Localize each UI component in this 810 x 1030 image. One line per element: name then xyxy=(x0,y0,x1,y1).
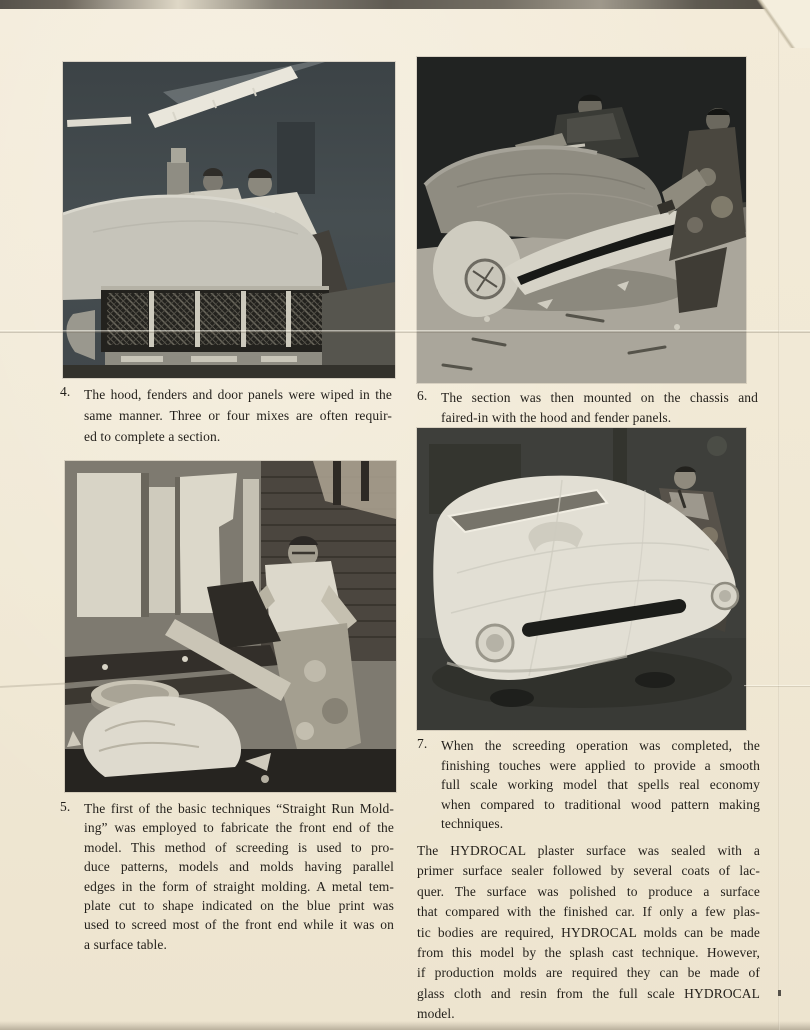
text-line: When the screeding operation was completed, the xyxy=(441,738,760,753)
text-line: edges in the form of straight molding. A metal tem- xyxy=(84,878,394,894)
text-line: The hood, fenders and door panels were wiped in the xyxy=(84,387,392,402)
text-line: full scale working model that spells real economy xyxy=(441,777,760,792)
photo-section-mounted-art xyxy=(417,57,746,383)
text-line: when compared to traditional wood pattern making xyxy=(441,796,760,812)
text-line: The section was then mounted on the chassis and xyxy=(441,390,758,405)
text-line: model. xyxy=(417,1006,455,1022)
text-line: from this model by the splash cast technique. However, xyxy=(417,945,760,961)
fold-crease-vertical xyxy=(778,0,780,1030)
fold-crease-left xyxy=(0,682,74,688)
text-line: used to screed most of the front end while it was on xyxy=(84,917,394,933)
caption-item-7 xyxy=(417,736,760,834)
caption-number: 4. xyxy=(60,384,71,399)
ink-speck xyxy=(778,990,781,996)
text-line: The HYDROCAL plaster surface was sealed with a xyxy=(417,843,760,858)
doorway xyxy=(277,122,315,194)
text-line: ed to complete a section. xyxy=(84,429,221,444)
text-line: same manner. Three or four mixes are often requir- xyxy=(84,408,392,423)
text-line: quer. The surface was polished to produce a surface xyxy=(417,883,760,899)
text-line: model. This method of screeding is used to pro- xyxy=(84,839,394,855)
text-line: tic bodies are required, HYDROCAL molds can be made xyxy=(417,924,760,940)
caption-item-5 xyxy=(60,799,394,954)
text-line: faired-in with the hood and fender panels. xyxy=(441,410,672,425)
photo-straight-run-molding-art xyxy=(65,461,396,792)
text-line: finishing touches were applied to provide a smooth xyxy=(441,757,760,773)
photo-finished-model-art xyxy=(417,428,746,730)
text-line: a surface table. xyxy=(84,936,167,952)
caption-item-6 xyxy=(417,388,758,428)
closing-paragraph xyxy=(417,841,760,1025)
fold-crease-right xyxy=(744,685,810,687)
scan-top-edge xyxy=(0,0,810,9)
text-line: primer surface sealer followed by several coats of lac- xyxy=(417,863,760,879)
text-line: techniques. xyxy=(441,816,504,831)
caption-number: 5. xyxy=(60,799,71,814)
wheel-shadow xyxy=(635,672,675,688)
page-corner-curl xyxy=(740,0,810,48)
text-line: plate cut to shape indicated on the blue print was xyxy=(84,898,394,914)
text-line: if production molds are required they can be made of xyxy=(417,965,760,981)
caption-item-4 xyxy=(60,384,392,447)
photo-finished-model xyxy=(417,428,746,730)
mesh-grille xyxy=(101,286,329,352)
text-line: duce patterns, models and molds having parallel xyxy=(84,859,394,875)
caption-number: 6. xyxy=(417,388,428,403)
caption-number: 7. xyxy=(417,736,428,751)
text-line: ing” was employed to fabricate the front end of the xyxy=(84,820,394,836)
text-line: that compared with the finished car. If only a few plas- xyxy=(417,904,760,920)
photo-straight-run-molding xyxy=(65,461,396,792)
text-line: The first of the basic techniques “Straight Run Mold- xyxy=(84,801,394,816)
wheel-shadow xyxy=(490,689,534,707)
photo-section-mounted xyxy=(417,57,746,383)
text-line: glass cloth and resin from the full scale HYDROCAL xyxy=(417,985,760,1001)
fold-crease-horizontal xyxy=(0,330,810,333)
scan-bottom-edge xyxy=(0,1021,810,1030)
